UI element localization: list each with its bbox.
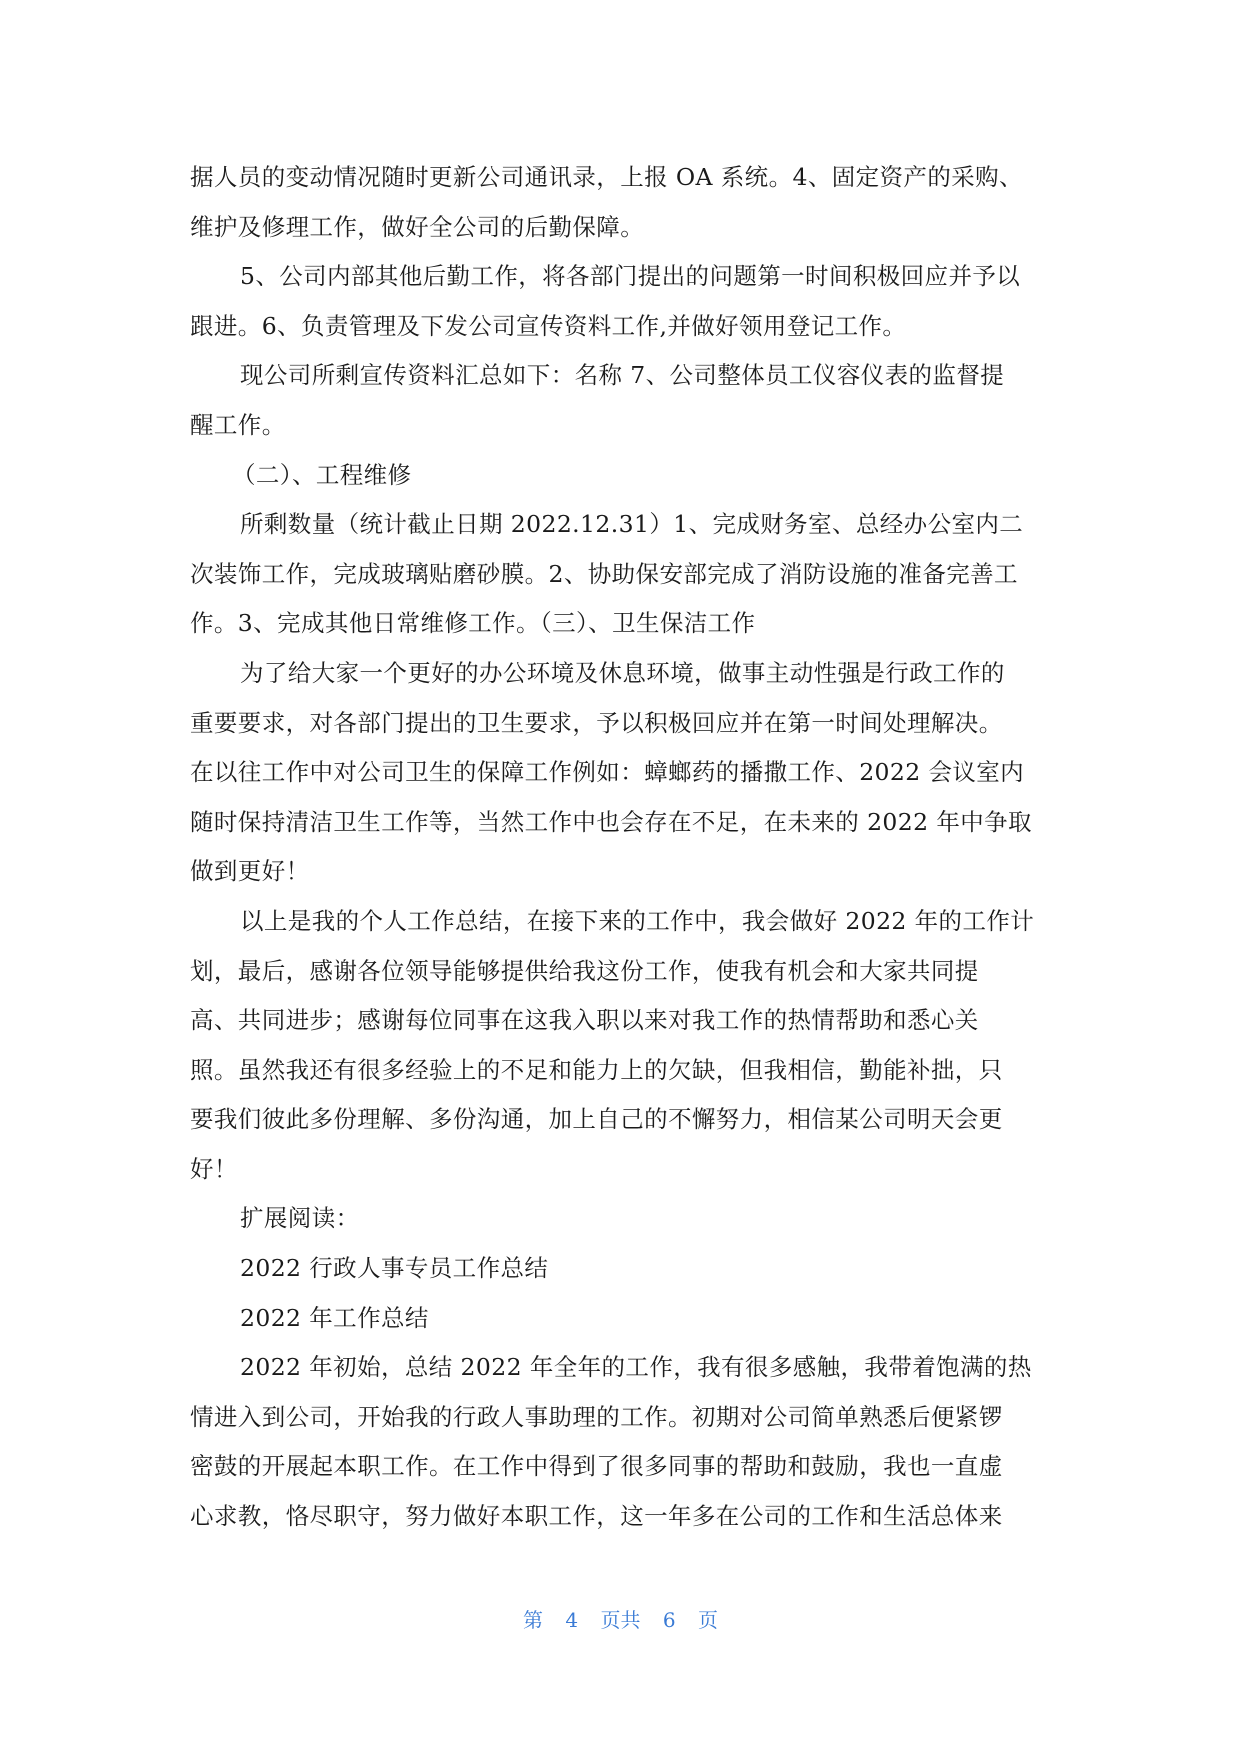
text-line: 5、公司内部其他后勤工作，将各部门提出的问题第一时间积极回应并予以 — [240, 262, 1021, 291]
text-line: 以上是我的个人工作总结，在接下来的工作中，我会做好 2022 年的工作计 — [240, 906, 1035, 935]
footer-prefix: 第 — [523, 1608, 544, 1632]
text-line: 扩展阅读： — [240, 1204, 360, 1233]
page-footer — [0, 1606, 1241, 1634]
text-line: 作。3、完成其他日常维修工作。（三）、卫生保洁工作 — [190, 609, 756, 638]
text-line: 高、共同进步；感谢每位同事在这我入职以来对我工作的热情帮助和悉心关 — [190, 1006, 979, 1035]
text-line: 重要要求，对各部门提出的卫生要求，予以积极回应并在第一时间处理解决。 — [190, 708, 1003, 737]
document-body — [190, 153, 1060, 1542]
text-line: 随时保持清洁卫生工作等，当然工作中也会存在不足，在未来的 2022 年中争取 — [190, 807, 1032, 836]
text-line: 2022 年初始，总结 2022 年全年的工作，我有很多感触，我带着饱满的热 — [240, 1353, 1032, 1382]
text-line: 维护及修理工作，做好全公司的后勤保障。 — [190, 212, 645, 241]
footer-total-pages: 6 — [662, 1608, 676, 1632]
text-line: 2022 年工作总结 — [240, 1303, 429, 1332]
text-line: 情进入到公司，开始我的行政人事助理的工作。初期对公司简单熟悉后便紧锣 — [190, 1402, 1003, 1431]
text-line: （二）、工程维修 — [232, 460, 412, 489]
text-line: 所剩数量（统计截止日期 2022.12.31）1、完成财务室、总经办公室内二 — [240, 510, 1024, 539]
text-line: 醒工作。 — [190, 410, 286, 439]
footer-middle: 页共 — [600, 1608, 641, 1632]
footer-suffix: 页 — [697, 1608, 718, 1632]
footer-current-page: 4 — [565, 1608, 579, 1632]
text-line: 在以往工作中对公司卫生的保障工作例如：蟑螂药的播撒工作、2022 会议室内 — [190, 758, 1025, 787]
text-line: 心求教，恪尽职守，努力做好本职工作，这一年多在公司的工作和生活总体来 — [190, 1502, 1003, 1531]
text-line: 次装饰工作，完成玻璃贴磨砂膜。2、协助保安部完成了消防设施的准备完善工 — [190, 559, 1018, 588]
text-line: 现公司所剩宣传资料汇总如下：名称 7、公司整体员工仪容仪表的监督提 — [240, 361, 1005, 390]
text-line: 划，最后，感谢各位领导能够提供给我这份工作，使我有机会和大家共同提 — [190, 956, 979, 985]
text-line: 照。虽然我还有很多经验上的不足和能力上的欠缺，但我相信，勤能补拙，只 — [190, 1055, 1003, 1084]
text-line: 2022 行政人事专员工作总结 — [240, 1254, 549, 1283]
text-line: 做到更好！ — [190, 857, 310, 886]
text-line: 跟进。6、负责管理及下发公司宣传资料工作,并做好领用登记工作。 — [190, 311, 907, 340]
text-line: 据人员的变动情况随时更新公司通讯录，上报 OA 系统。4、固定资产的采购、 — [190, 163, 1023, 191]
text-line: 好！ — [190, 1154, 238, 1183]
text-line: 密鼓的开展起本职工作。在工作中得到了很多同事的帮助和鼓励，我也一直虚 — [190, 1452, 1003, 1481]
text-line: 要我们彼此多份理解、多份沟通，加上自己的不懈努力，相信某公司明天会更 — [190, 1105, 1003, 1134]
text-line: 为了给大家一个更好的办公环境及休息环境，做事主动性强是行政工作的 — [240, 658, 1005, 687]
